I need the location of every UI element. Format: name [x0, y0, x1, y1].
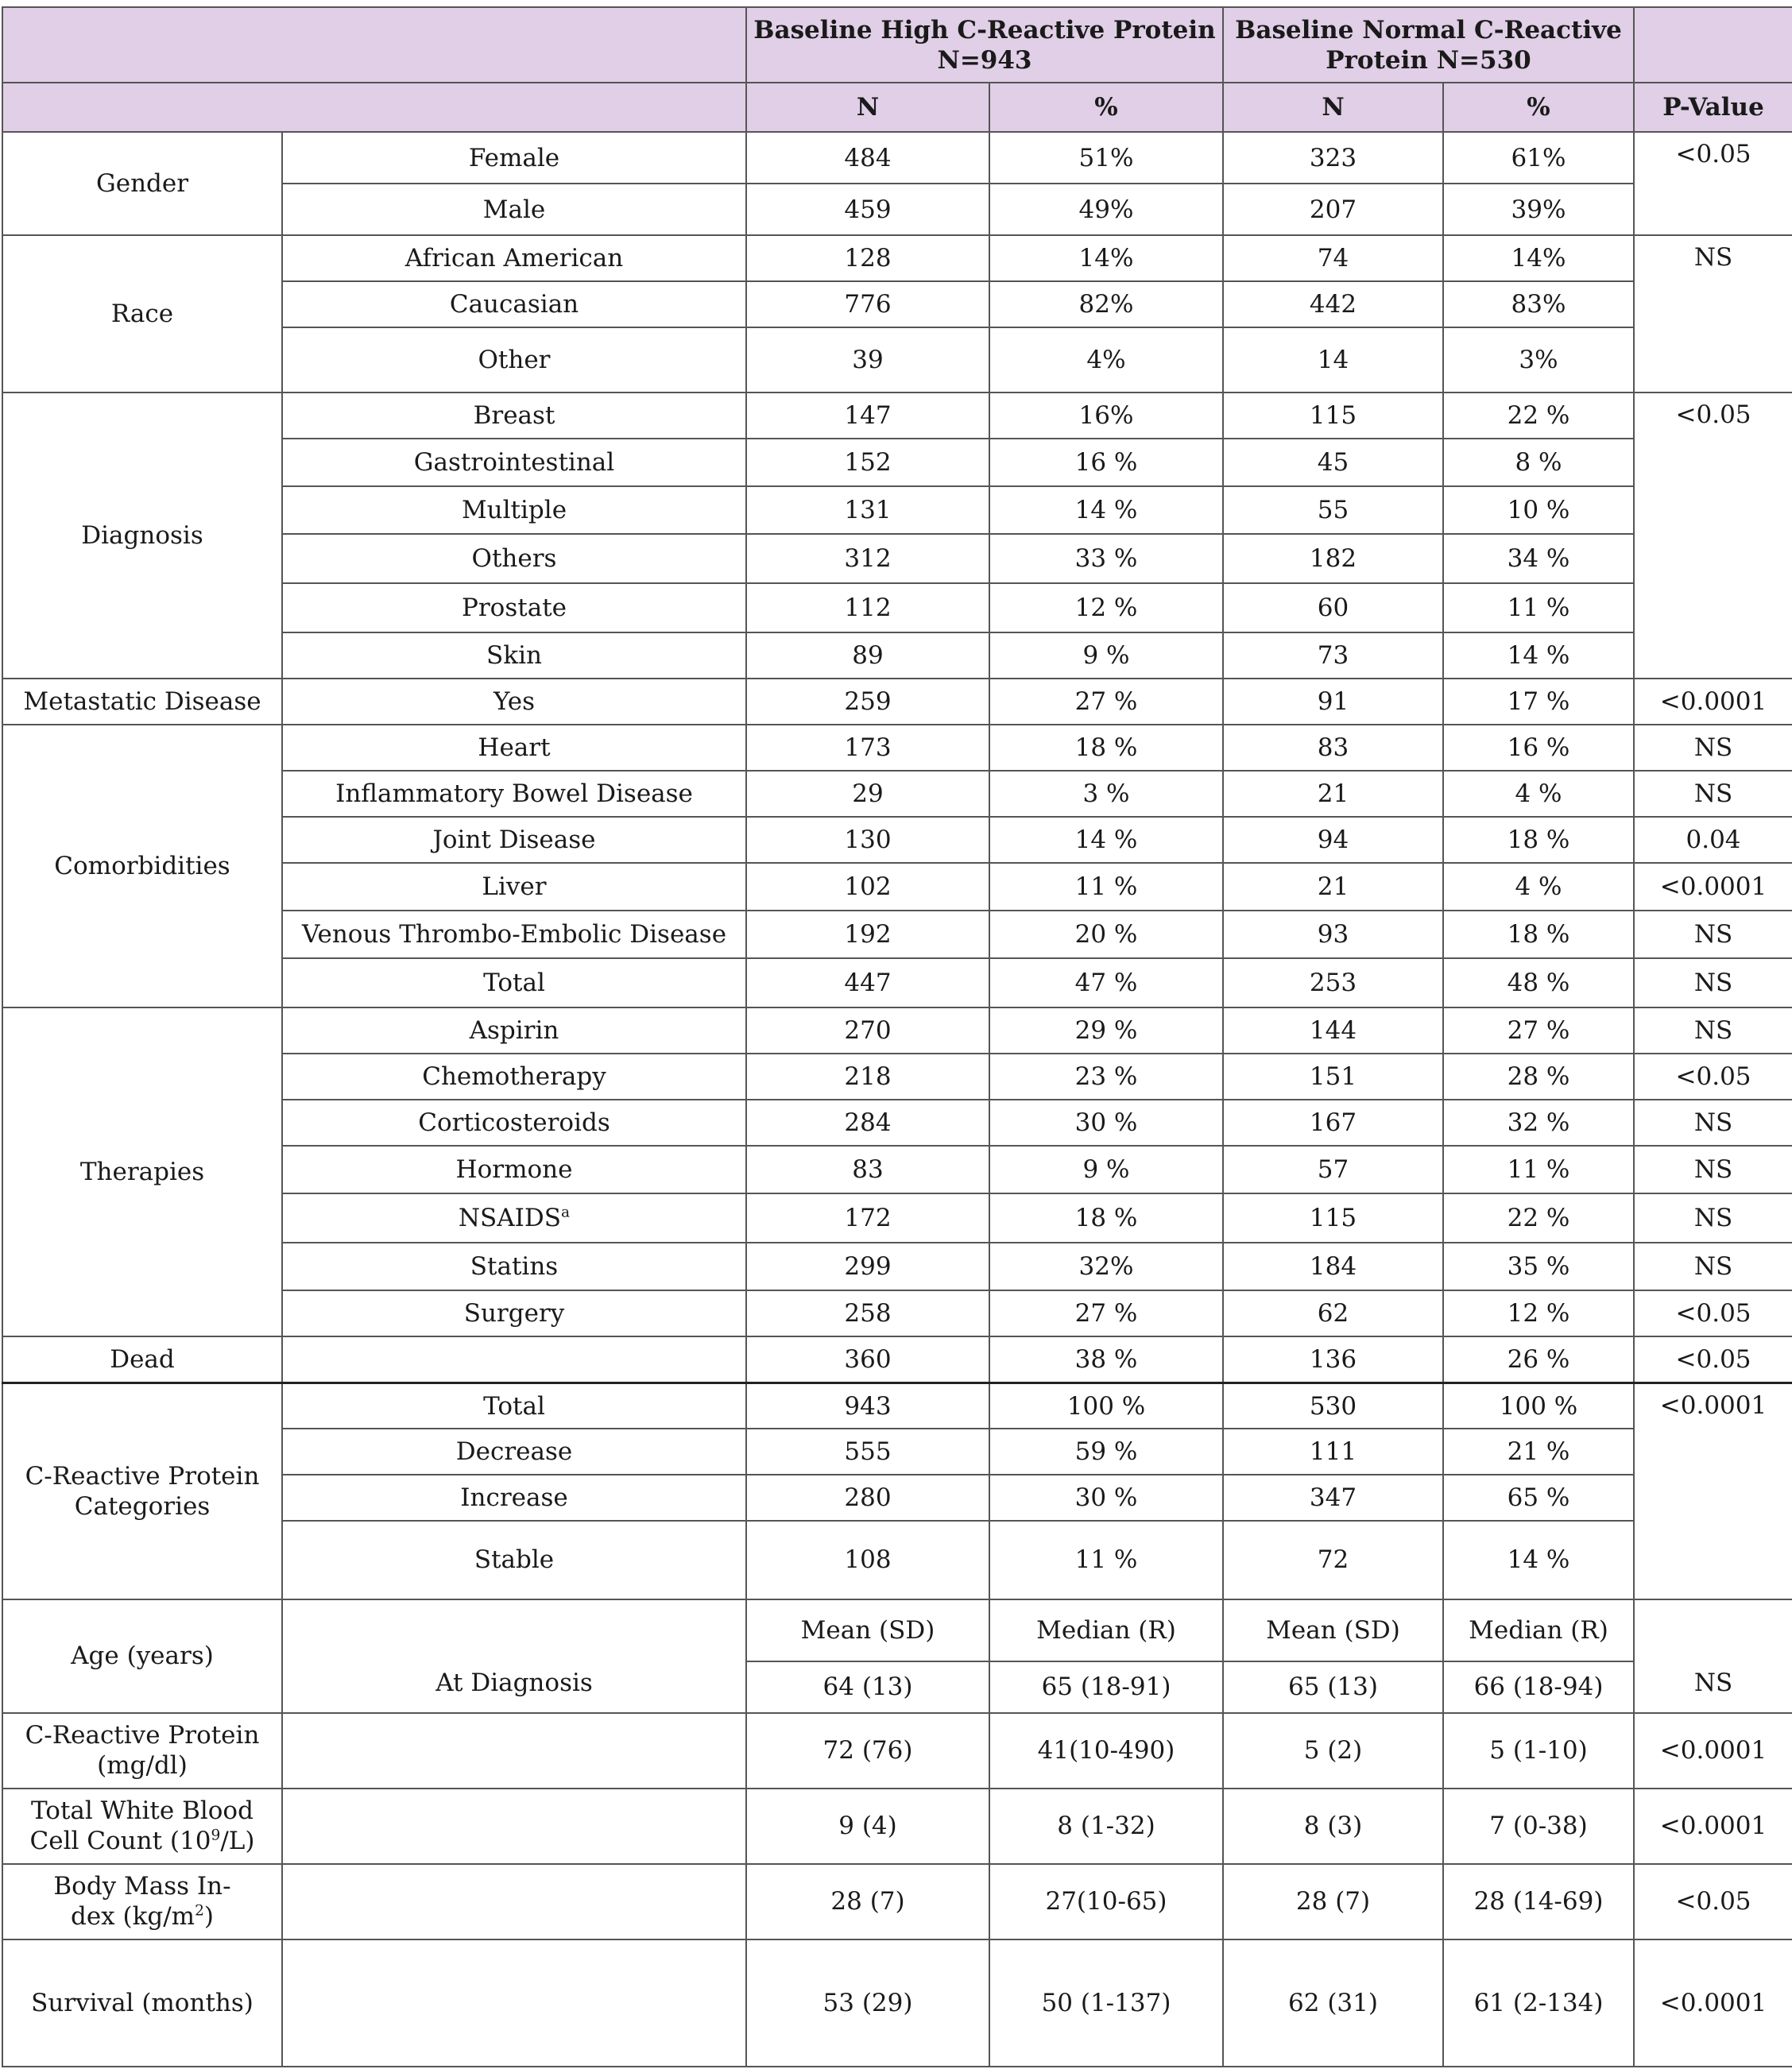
stat-value-cell: 65 (13) — [1223, 1661, 1443, 1713]
table-row — [2, 725, 1792, 771]
pvalue-cell: NS — [1634, 1193, 1792, 1243]
pct-normal-cell: 28 % — [1443, 1054, 1634, 1100]
stat-value-cell: 7 (0-38) — [1443, 1789, 1634, 1864]
pvalue-cell: <0.0001 — [1634, 1789, 1792, 1864]
n-normal-cell: 21 — [1223, 771, 1443, 817]
pct-high-cell: 100 % — [989, 1383, 1223, 1429]
pct-normal-cell: 14 % — [1443, 1521, 1634, 1599]
pct-normal-cell: 18 % — [1443, 911, 1634, 958]
subcategory-label: Others — [282, 534, 746, 583]
n-high-cell: 152 — [746, 439, 989, 486]
n-high-cell: 130 — [746, 817, 989, 863]
pvalue-cell: <0.0001 — [1634, 1939, 1792, 2067]
pct-high-cell: 47 % — [989, 958, 1223, 1007]
pct-high-cell: 4% — [989, 327, 1223, 393]
pvalue-cell: NS — [1634, 725, 1792, 771]
n-high-cell: 108 — [746, 1521, 989, 1599]
n-normal-cell: 151 — [1223, 1054, 1443, 1100]
pvalue-cell: 0.04 — [1634, 817, 1792, 863]
n-high-cell: 284 — [746, 1100, 989, 1146]
stat-value-cell: 8 (1-32) — [989, 1789, 1223, 1864]
stat-value-cell: 41(10-490) — [989, 1713, 1223, 1789]
pct-high-cell: 14 % — [989, 486, 1223, 534]
stat-header-cell: Mean (SD) — [746, 1599, 989, 1661]
pct-high-cell: 51% — [989, 132, 1223, 184]
subcategory-label: Heart — [282, 725, 746, 771]
pvalue-cell: NS — [1634, 1599, 1792, 1713]
pct-normal-cell: 16 % — [1443, 725, 1634, 771]
stat-value-cell: 66 (18-94) — [1443, 1661, 1634, 1713]
stat-value-cell: 5 (2) — [1223, 1713, 1443, 1789]
subcategory-label: Gastrointestinal — [282, 439, 746, 486]
n-normal-cell: 253 — [1223, 958, 1443, 1007]
table-row — [2, 1383, 1792, 1429]
pvalue-cell: NS — [1634, 1007, 1792, 1054]
subcategory-label: African American — [282, 235, 746, 281]
subcategory-label: Aspirin — [282, 1007, 746, 1054]
pct-normal-cell: 11 % — [1443, 583, 1634, 632]
stat-header-cell: Mean (SD) — [1223, 1599, 1443, 1661]
stat-header-cell: Median (R) — [1443, 1599, 1634, 1661]
pct-normal-cell: 21 % — [1443, 1429, 1634, 1475]
pct-high-cell: 20 % — [989, 911, 1223, 958]
stat-value-cell: 53 (29) — [746, 1939, 989, 2067]
pct-normal-cell: 65 % — [1443, 1475, 1634, 1521]
pct-high-cell: 27 % — [989, 1290, 1223, 1336]
stat-value-cell: 65 (18-91) — [989, 1661, 1223, 1713]
subcategory-label — [282, 1939, 746, 2067]
n-high-cell: 192 — [746, 911, 989, 958]
n-normal-cell: 93 — [1223, 911, 1443, 958]
stat-value-cell: 28 (7) — [746, 1864, 989, 1939]
section-label: Age (years) — [2, 1599, 282, 1713]
pct-normal-cell: 18 % — [1443, 817, 1634, 863]
n-high-cell: 259 — [746, 679, 989, 725]
pvalue-cell: NS — [1634, 1243, 1792, 1290]
pvalue-cell: <0.05 — [1634, 1054, 1792, 1100]
pvalue-cell: NS — [1634, 1100, 1792, 1146]
pvalue-cell: <0.0001 — [1634, 1383, 1792, 1599]
n-high-cell: 173 — [746, 725, 989, 771]
header-blank — [2, 7, 746, 83]
n-normal-cell: 207 — [1223, 184, 1443, 235]
n-normal-cell: 57 — [1223, 1146, 1443, 1193]
n-normal-cell: 72 — [1223, 1521, 1443, 1599]
pct-high-cell: 18 % — [989, 1193, 1223, 1243]
n-high-cell: 128 — [746, 235, 989, 281]
header-n-high: N — [746, 83, 989, 132]
subcategory-label: Inflammatory Bowel Disease — [282, 771, 746, 817]
subcategory-label — [282, 1864, 746, 1939]
pct-normal-cell: 4 % — [1443, 771, 1634, 817]
pct-normal-cell: 22 % — [1443, 393, 1634, 439]
pvalue-cell: <0.0001 — [1634, 863, 1792, 911]
n-high-cell: 776 — [746, 281, 989, 327]
section-label: Comorbidities — [2, 725, 282, 1007]
stat-header-cell: Median (R) — [989, 1599, 1223, 1661]
pvalue-cell: <0.05 — [1634, 1864, 1792, 1939]
n-high-cell: 147 — [746, 393, 989, 439]
subcategory-label: Hormone — [282, 1146, 746, 1193]
stat-value-cell: 5 (1-10) — [1443, 1713, 1634, 1789]
pct-normal-cell: 22 % — [1443, 1193, 1634, 1243]
n-normal-cell: 91 — [1223, 679, 1443, 725]
stat-value-cell: 61 (2-134) — [1443, 1939, 1634, 2067]
pct-high-cell: 14% — [989, 235, 1223, 281]
table-row — [2, 1713, 1792, 1789]
n-normal-cell: 73 — [1223, 632, 1443, 679]
pct-high-cell: 9 % — [989, 1146, 1223, 1193]
stat-value-cell: 8 (3) — [1223, 1789, 1443, 1864]
table-row — [2, 679, 1792, 725]
table-body — [2, 132, 1792, 2067]
n-normal-cell: 94 — [1223, 817, 1443, 863]
stat-value-cell: 64 (13) — [746, 1661, 989, 1713]
n-normal-cell: 182 — [1223, 534, 1443, 583]
stat-value-cell: 28 (14-69) — [1443, 1864, 1634, 1939]
pvalue-cell: <0.05 — [1634, 1290, 1792, 1336]
pct-high-cell: 49% — [989, 184, 1223, 235]
n-normal-cell: 115 — [1223, 1193, 1443, 1243]
subcategory-label: Yes — [282, 679, 746, 725]
pvalue-cell: <0.0001 — [1634, 1713, 1792, 1789]
section-label: Race — [2, 235, 282, 393]
stat-value-cell: 28 (7) — [1223, 1864, 1443, 1939]
n-high-cell: 555 — [746, 1429, 989, 1475]
n-high-cell: 102 — [746, 863, 989, 911]
subcategory-label: Male — [282, 184, 746, 235]
n-normal-cell: 323 — [1223, 132, 1443, 184]
n-normal-cell: 347 — [1223, 1475, 1443, 1521]
pct-normal-cell: 39% — [1443, 184, 1634, 235]
n-normal-cell: 83 — [1223, 725, 1443, 771]
n-high-cell: 112 — [746, 583, 989, 632]
header-normal-crp: Baseline Normal C-Reactive Protein N=530 — [1223, 7, 1634, 83]
pct-normal-cell: 12 % — [1443, 1290, 1634, 1336]
table-row — [2, 393, 1792, 439]
n-high-cell: 280 — [746, 1475, 989, 1521]
header-n-normal: N — [1223, 83, 1443, 132]
n-normal-cell: 167 — [1223, 1100, 1443, 1146]
header-pvalue-blank — [1634, 7, 1792, 83]
subcategory-label: At Diagnosis — [282, 1599, 746, 1713]
n-normal-cell: 136 — [1223, 1336, 1443, 1383]
pct-high-cell: 23 % — [989, 1054, 1223, 1100]
section-label: Dead — [2, 1336, 282, 1383]
pvalue-cell: <0.05 — [1634, 1336, 1792, 1383]
header-high-crp: Baseline High C-Reactive Protein N=943 — [746, 7, 1223, 83]
subcategory-label: Total — [282, 958, 746, 1007]
header-pct-normal: % — [1443, 83, 1634, 132]
pct-normal-cell: 100 % — [1443, 1383, 1634, 1429]
header-blank-2 — [2, 83, 746, 132]
pct-high-cell: 82% — [989, 281, 1223, 327]
n-normal-cell: 530 — [1223, 1383, 1443, 1429]
n-high-cell: 218 — [746, 1054, 989, 1100]
pvalue-cell: <0.05 — [1634, 393, 1792, 679]
n-high-cell: 299 — [746, 1243, 989, 1290]
pct-high-cell: 32% — [989, 1243, 1223, 1290]
table-row — [2, 1789, 1792, 1864]
pvalue-cell: <0.0001 — [1634, 679, 1792, 725]
header-pct-high: % — [989, 83, 1223, 132]
pvalue-cell: NS — [1634, 771, 1792, 817]
table-row — [2, 1336, 1792, 1383]
pct-normal-cell: 11 % — [1443, 1146, 1634, 1193]
n-normal-cell: 62 — [1223, 1290, 1443, 1336]
pct-high-cell: 30 % — [989, 1100, 1223, 1146]
stat-value-cell: 27(10-65) — [989, 1864, 1223, 1939]
section-label: C-Reactive Protein Categories — [2, 1383, 282, 1599]
section-label: C-Reactive Protein (mg/dl) — [2, 1713, 282, 1789]
subcategory-label — [282, 1336, 746, 1383]
section-label: Metastatic Disease — [2, 679, 282, 725]
pct-normal-cell: 3% — [1443, 327, 1634, 393]
pct-high-cell: 27 % — [989, 679, 1223, 725]
subcategory-label: Corticosteroids — [282, 1100, 746, 1146]
pct-normal-cell: 83% — [1443, 281, 1634, 327]
n-normal-cell: 74 — [1223, 235, 1443, 281]
pct-high-cell: 11 % — [989, 1521, 1223, 1599]
pct-normal-cell: 8 % — [1443, 439, 1634, 486]
pct-normal-cell: 27 % — [1443, 1007, 1634, 1054]
n-high-cell: 270 — [746, 1007, 989, 1054]
subcategory-label: Increase — [282, 1475, 746, 1521]
pct-normal-cell: 34 % — [1443, 534, 1634, 583]
pct-normal-cell: 14% — [1443, 235, 1634, 281]
subcategory-label: Female — [282, 132, 746, 184]
pct-normal-cell: 26 % — [1443, 1336, 1634, 1383]
pvalue-cell: <0.05 — [1634, 132, 1792, 235]
n-high-cell: 447 — [746, 958, 989, 1007]
n-high-cell: 943 — [746, 1383, 989, 1429]
subcategory-label: Breast — [282, 393, 746, 439]
stat-value-cell: 9 (4) — [746, 1789, 989, 1864]
table-row — [2, 1599, 1792, 1661]
subcategory-label: Caucasian — [282, 281, 746, 327]
pct-normal-cell: 14 % — [1443, 632, 1634, 679]
n-high-cell: 484 — [746, 132, 989, 184]
n-high-cell: 89 — [746, 632, 989, 679]
subcategory-label: Skin — [282, 632, 746, 679]
subcategory-label: NSAIDS$^a$ — [282, 1193, 746, 1243]
subcategory-label: Chemotherapy — [282, 1054, 746, 1100]
n-normal-cell: 14 — [1223, 327, 1443, 393]
pvalue-cell: NS — [1634, 1146, 1792, 1193]
pvalue-cell: NS — [1634, 911, 1792, 958]
subcategory-label: Statins — [282, 1243, 746, 1290]
n-normal-cell: 45 — [1223, 439, 1443, 486]
pct-normal-cell: 35 % — [1443, 1243, 1634, 1290]
section-label: Total White Blood Cell Count $(10^9/L)$ — [2, 1789, 282, 1864]
pvalue-cell: NS — [1634, 235, 1792, 393]
pct-normal-cell: 4 % — [1443, 863, 1634, 911]
subcategory-label: Venous Thrombo-Embolic Disease — [282, 911, 746, 958]
subcategory-label: Liver — [282, 863, 746, 911]
stat-value-cell: 50 (1-137) — [989, 1939, 1223, 2067]
n-normal-cell: 111 — [1223, 1429, 1443, 1475]
section-label: Survival (months) — [2, 1939, 282, 2067]
stat-value-cell: 72 (76) — [746, 1713, 989, 1789]
table-row — [2, 1864, 1792, 1939]
subcategory-label: Prostate — [282, 583, 746, 632]
subcategory-label: Total — [282, 1383, 746, 1429]
table-row — [2, 1007, 1792, 1054]
pct-high-cell: 12 % — [989, 583, 1223, 632]
section-label: Body Mass In- dex $(kg/m^2)$ — [2, 1864, 282, 1939]
pct-normal-cell: 61% — [1443, 132, 1634, 184]
pct-high-cell: 30 % — [989, 1475, 1223, 1521]
n-high-cell: 39 — [746, 327, 989, 393]
pct-high-cell: 14 % — [989, 817, 1223, 863]
subcategory-label — [282, 1713, 746, 1789]
baseline-characteristics-table — [2, 6, 1792, 2067]
n-normal-cell: 60 — [1223, 583, 1443, 632]
n-normal-cell: 144 — [1223, 1007, 1443, 1054]
table-row — [2, 235, 1792, 281]
pct-high-cell: 38 % — [989, 1336, 1223, 1383]
pct-normal-cell: 32 % — [1443, 1100, 1634, 1146]
table-row — [2, 132, 1792, 184]
pct-normal-cell: 17 % — [1443, 679, 1634, 725]
n-normal-cell: 184 — [1223, 1243, 1443, 1290]
pct-high-cell: 18 % — [989, 725, 1223, 771]
subcategory-label: Decrease — [282, 1429, 746, 1475]
n-high-cell: 459 — [746, 184, 989, 235]
pct-normal-cell: 10 % — [1443, 486, 1634, 534]
subcategory-label: Stable — [282, 1521, 746, 1599]
section-label: Gender — [2, 132, 282, 235]
n-high-cell: 29 — [746, 771, 989, 817]
pct-high-cell: 16 % — [989, 439, 1223, 486]
pct-high-cell: 9 % — [989, 632, 1223, 679]
stat-value-cell: 62 (31) — [1223, 1939, 1443, 2067]
table-row — [2, 1939, 1792, 2067]
subcategory-label: Other — [282, 327, 746, 393]
n-normal-cell: 442 — [1223, 281, 1443, 327]
pct-high-cell: 3 % — [989, 771, 1223, 817]
pvalue-cell: NS — [1634, 958, 1792, 1007]
subcategory-label: Multiple — [282, 486, 746, 534]
subcategory-label: Joint Disease — [282, 817, 746, 863]
n-normal-cell: 55 — [1223, 486, 1443, 534]
n-high-cell: 131 — [746, 486, 989, 534]
header-pvalue: P-Value — [1634, 83, 1792, 132]
pct-high-cell: 11 % — [989, 863, 1223, 911]
pct-high-cell: 59 % — [989, 1429, 1223, 1475]
subcategory-label: Surgery — [282, 1290, 746, 1336]
pct-high-cell: 33 % — [989, 534, 1223, 583]
n-high-cell: 83 — [746, 1146, 989, 1193]
n-high-cell: 312 — [746, 534, 989, 583]
n-high-cell: 172 — [746, 1193, 989, 1243]
pct-high-cell: 16% — [989, 393, 1223, 439]
section-label: Diagnosis — [2, 393, 282, 679]
n-high-cell: 360 — [746, 1336, 989, 1383]
n-normal-cell: 115 — [1223, 393, 1443, 439]
pct-high-cell: 29 % — [989, 1007, 1223, 1054]
pct-normal-cell: 48 % — [1443, 958, 1634, 1007]
n-normal-cell: 21 — [1223, 863, 1443, 911]
subcategory-label — [282, 1789, 746, 1864]
section-label: Therapies — [2, 1007, 282, 1336]
n-high-cell: 258 — [746, 1290, 989, 1336]
